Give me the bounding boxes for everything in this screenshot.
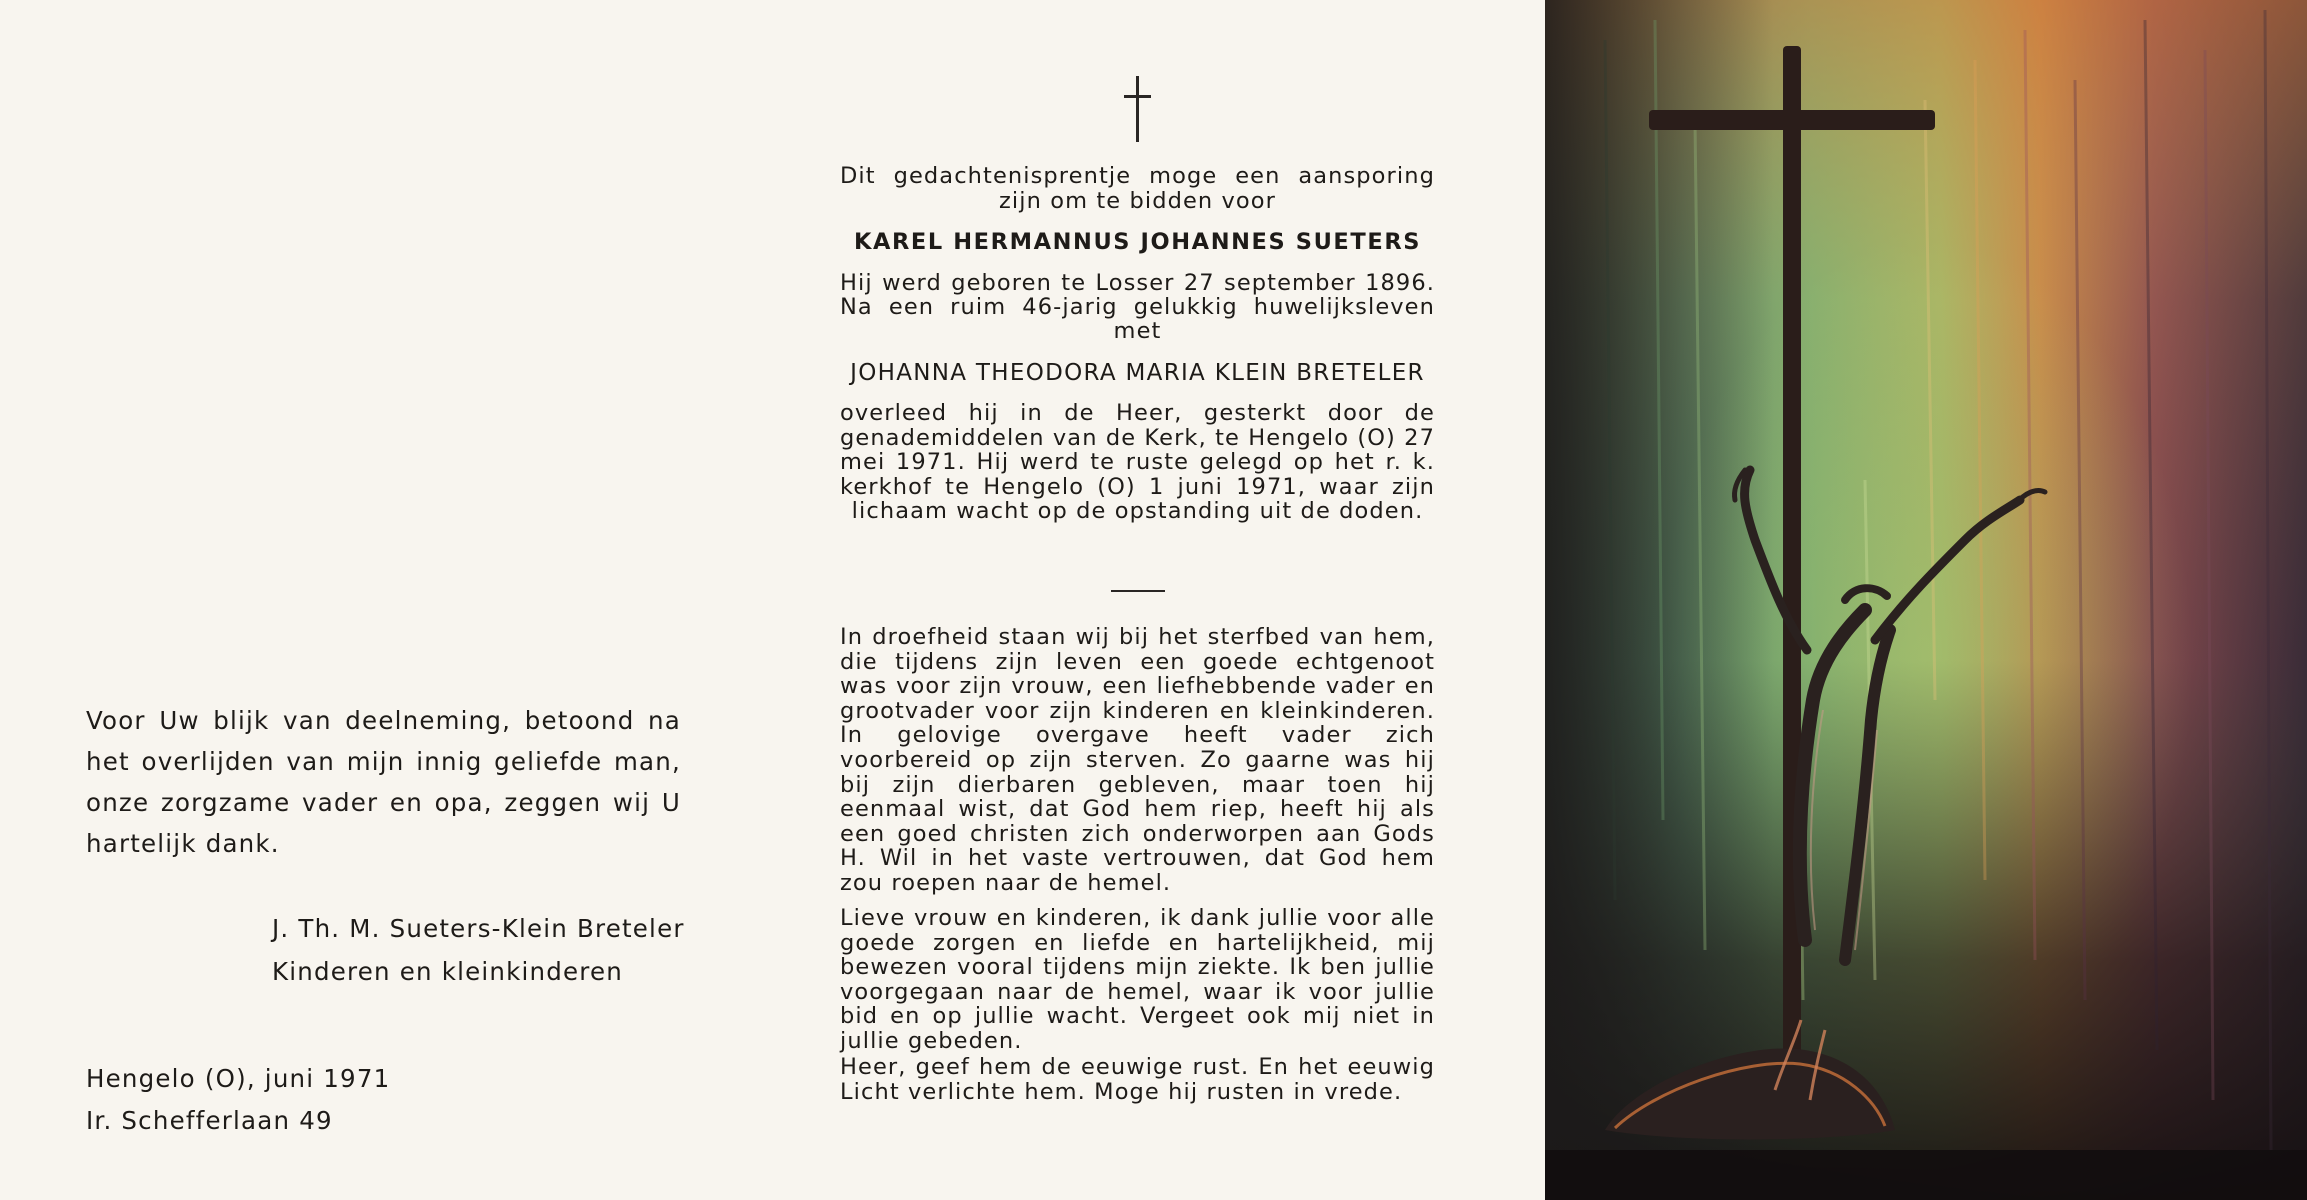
- prayer-text: Heer, geef hem de eeuwige rust. En het eeuwig Licht verlichte hem. Moge hij rusten in vrede.: [840, 1054, 1435, 1105]
- place-date: Hengelo (O), juni 1971: [86, 1064, 391, 1093]
- farewell-text: Lieve vrouw en kinderen, ik dank jullie voor alle goede zorgen en liefde en hartelijkheid, mij bewezen vooral tijdens mijn ziekte. Ik ben jullie voorgegaan naar de hemel, waar ik voor jullie bid en op jullie wacht. Vergeet ook mij niet in jullie gebeden.: [840, 905, 1435, 1054]
- death-text: overleed hij in de Heer, gesterkt door de genademiddelen van de Kerk, te Hengelo (O) 27 mei 1971. Hij werd te ruste gelegd op het r. k. kerkhof te Hengelo (O) 1 juni 1971, waar zijn lichaam wacht op de opstanding uit de doden.: [840, 400, 1435, 524]
- signature-widow: J. Th. M. Sueters-Klein Breteler: [272, 914, 685, 943]
- spouse-name: JOHANNA THEODORA MARIA KLEIN BRETELER: [850, 360, 1425, 386]
- address: Ir. Schefferlaan 49: [86, 1106, 333, 1135]
- divider: [1111, 590, 1165, 592]
- cross-icon: [1118, 76, 1158, 142]
- painting-cross-figure: [1545, 0, 2307, 1200]
- intro-text: Dit gedachtenisprentje moge een aansporing zijn om te bidden voor: [840, 163, 1435, 214]
- mourning-text: In droefheid staan wij bij het sterfbed van hem, die tijdens zijn leven een goede echtgenoot was voor zijn vrouw, een liefhebbende vader en grootvader voor zijn kinderen en kleinkinderen. In gelovige overgave heeft vader zich voorbereid op zijn sterven. Zo gaarne was hij bij zijn dierbaren gebleven, maar toen hij eenmaal wist, dat God hem riep, heeft hij als een goed christen zich onderworpen aan Gods H. Wil in het vaste vertrouwen, dat God hem zou roepen naar de hemel.: [840, 624, 1435, 896]
- deceased-name: KAREL HERMANNUS JOHANNES SUETERS: [853, 229, 1422, 255]
- thanks-message: Voor Uw blijk van deelneming, betoond na het overlijden van mijn innig geliefde man, onze zorgzame vader en opa, zeggen wij U hartelijk dank.: [86, 706, 681, 858]
- signature-family: Kinderen en kleinkinderen: [272, 957, 624, 986]
- birth-text: Hij werd geboren te Losser 27 september 1896. Na een ruim 46-jarig gelukkig huwelijksleven met: [840, 270, 1435, 344]
